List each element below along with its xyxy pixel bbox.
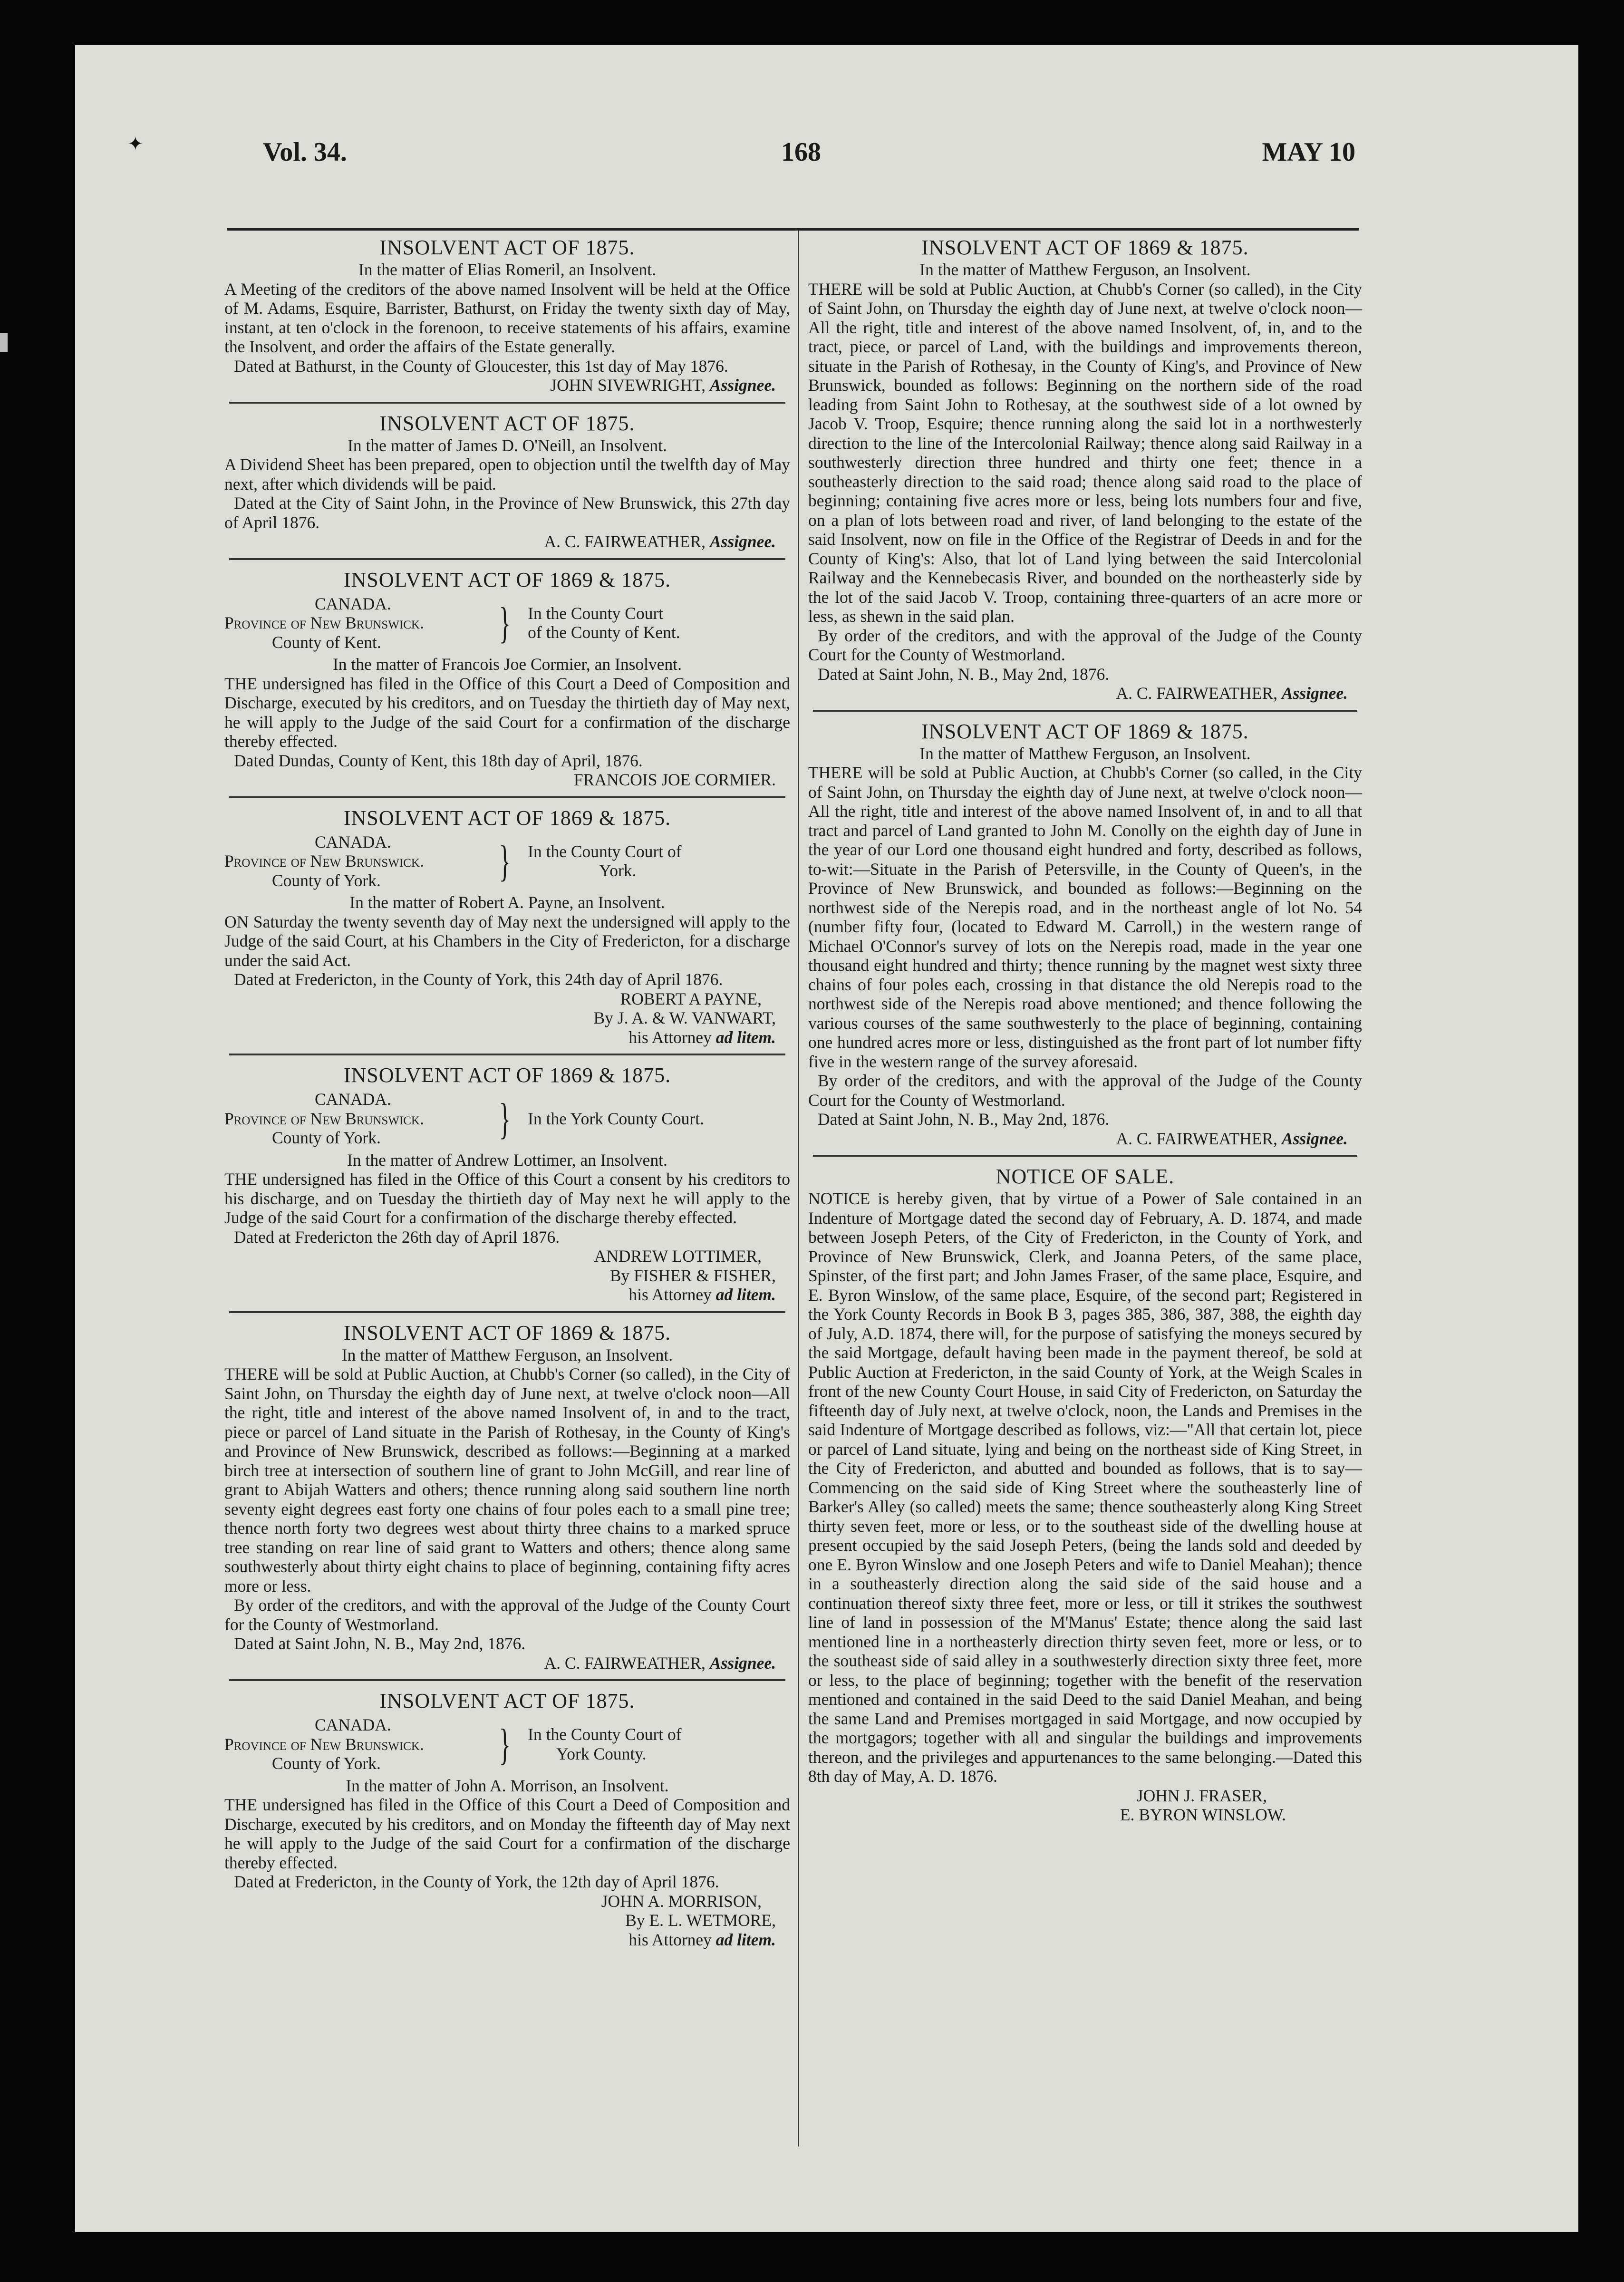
notice-matter: In the matter of Matthew Ferguson, an Insolvent. <box>341 1345 673 1364</box>
notice-signature <box>224 376 790 395</box>
notice-divider <box>813 710 1357 712</box>
notice-body: ON Saturday the twenty seventh day of May next the undersigned will apply to the Judge of the said Court, at his Chambers in the City of Fredericton, for a discharge under the said Act. <box>224 912 790 970</box>
signature-agent: By FISHER & FISHER, <box>609 1266 776 1285</box>
notice-oneill <box>224 411 790 551</box>
notice-body: THERE will be sold at Public Auction, at Chubb's Corner (so called), in the City of Saint John, on Thursday the eighth day of June next, at twelve o'clock noon—All the right, title and interest of the above named Insolvent of, in and to the tract, piece or parcel of Land situate in the Parish of Rothesay, in the County of King's and Province of New Brunswick, described as follows:—Beginning at a marked birch tree at intersection of southern line of grant to John McGill, and rear line of grant to Abijah Watters and others; thence running along said southern line north seventy eight degrees east forty one chains of four poles each to a small pine tree; thence north forty two degrees west about thirty three chains to a marked spruce tree standing on rear line of said grant to Watters and others; thence along same southwesterly about thirty eight chains to place of beginning, containing fifty acres more or less. <box>224 1364 790 1595</box>
notice-matter: In the matter of Andrew Lottimer, an Insolvent. <box>347 1150 667 1170</box>
notice-signature <box>808 1129 1362 1149</box>
notice-divider <box>229 1679 785 1681</box>
notice-divider <box>229 402 785 404</box>
notice-title: INSOLVENT ACT OF 1869 & 1875. <box>343 568 671 591</box>
notice-matter: In the matter of James D. O'Neill, an Insolvent. <box>348 435 667 455</box>
attorney-label: his Attorney <box>628 1930 712 1949</box>
notice-title: INSOLVENT ACT OF 1875. <box>379 1689 635 1712</box>
notice-divider <box>229 796 785 798</box>
court-name-cont: of the County of Kent. <box>528 623 680 642</box>
signature-attorney <box>224 1028 790 1047</box>
court-province: Province of New Brunswick. <box>224 613 424 632</box>
court-country: CANADA. <box>315 1715 391 1734</box>
notice-body: THERE will be sold at Public Auction, at Chubb's Corner (so called), in the City of Saint John, on Thursday the eighth day of June next, at twelve o'clock noon—All the right, title and interest of the above named Insolvent, of, in, and to the tract, piece, or parcel of Land, with the buildings and improvements thereon, situate in the Parish of Rothesay, in the County of King's, and Province of New Brunswick, bounded as follows: Beginning on the northern side of the road leading from Saint John to Rothesay, at the southwest side of a lot owned by Jacob V. Troop, Esquire; thence running along the said lot in a northwesterly direction to the line of the Intercolonial Railway; thence along said Railway in a southwesterly direction three hundred and thirty one feet; thence in a southeasterly direction to the said road; thence along said road to the place of beginning; containing five acres more or less, being lots numbers four and five, on a plan of lots between road and river, of land belonging to the estate of the said Insolvent, now on file in the Office of the Registrar of Deeds in and for the County of King's: Also, that lot of Land lying between the said Intercolonial Railway and the Kennebecasis River, and bounded on the northeasterly side by the lot of the said Jacob V. Troop, containing three-quarters of an acre more or less, as shewn in the said plan. <box>808 279 1362 626</box>
court-heading <box>224 1715 790 1773</box>
attorney-label: his Attorney <box>628 1285 712 1304</box>
attorney-latin: ad litem. <box>715 1027 776 1047</box>
court-county: County of York. <box>272 1754 381 1773</box>
notice-order: By order of the creditors, and with the approval of the Judge of the County Court for the County of Westmorland. <box>224 1595 790 1634</box>
brace-mark: } <box>499 837 511 886</box>
signature-name: A. C. FAIRWEATHER, <box>1116 684 1278 703</box>
signature-name: A. C. FAIRWEATHER, <box>544 532 706 551</box>
notice-dated: Dated at Saint John, N. B., May 2nd, 1876. <box>818 1110 1110 1129</box>
notice-matter: In the matter of Francois Joe Cormier, an Insolvent. <box>332 655 682 674</box>
court-name: In the County Court <box>528 603 664 623</box>
scan-edge-mark <box>0 333 8 352</box>
court-country: CANADA. <box>315 594 391 613</box>
court-country: CANADA. <box>315 1090 391 1109</box>
notice-body: THE undersigned has filed in the Office of this Court a Deed of Composition and Discharge, executed by his creditors, and on Monday the fifteenth day of May next he will apply to the Judge of the said Court for a confirmation of the discharge thereby effected. <box>224 1795 790 1872</box>
notice-signature <box>224 1653 790 1673</box>
volume-number: Vol. 34. <box>263 137 347 167</box>
scan-speck: ✦ <box>127 133 144 155</box>
court-name-cont: York. <box>599 861 637 880</box>
signature-name: ANDREW LOTTIMER, <box>594 1247 762 1266</box>
brace-mark: } <box>499 599 511 648</box>
notice-title: INSOLVENT ACT OF 1869 & 1875. <box>921 719 1249 743</box>
notice-body: THERE will be sold at Public Auction, at Chubb's Corner (so called, in the City of Saint John, on Thursday the eighth day of June next, at twelve o'clock noon—All the right, title and interest of the above named Insolvent of, in and to all that tract and parcel of Land granted to John M. Conolly on the eighth day of June in the year of our Lord one thousand eight hundred and forty, described as follows, to-wit:—Situate in the Parish of Petersville, in the County of Queen's, in the Province of New Brunswick, and bounded as follows:—Beginning on the northwest side of the Nerepis road, and in the northeast angle of lot No. 54 (number fifty four, (located to Edward M. Carroll,) in the western range of Michael O'Connor's survey of lots on the Nerepis road, made in the year one thousand eight hundred and thirty; thence running by the magnet west sixty three chains of four poles each, crossing in that distance the old Nerepis road to the northwest side of the Nerepis road above mentioned; and thence following the various courses of the same southwesterly to the place of beginning, containing one hundred acres more or less, distinguished as the front part of lot number fifty five in the western range of the survey aforesaid. <box>808 763 1362 1071</box>
signature-attorney <box>224 1285 790 1305</box>
signature-role: Assignee. <box>1281 1129 1348 1148</box>
signature-name: JOHN SIVEWRIGHT, <box>550 376 706 395</box>
notice-dated: Dated Dundas, County of Kent, this 18th day of April, 1876. <box>234 751 643 770</box>
signature-name: JOHN J. FRASER, <box>1136 1786 1267 1805</box>
notice-ferguson-kings <box>808 235 1362 703</box>
notice-title: INSOLVENT ACT OF 1869 & 1875. <box>343 806 671 830</box>
signature-name: ROBERT A PAYNE, <box>620 989 762 1008</box>
notice-title: NOTICE OF SALE. <box>996 1165 1175 1188</box>
left-column <box>224 235 790 1956</box>
court-province: Province of New Brunswick. <box>224 1734 424 1754</box>
attorney-label: his Attorney <box>628 1027 712 1047</box>
signature-agent: By J. A. & W. VANWART, <box>593 1008 776 1027</box>
signature-name: FRANCOIS JOE CORMIER. <box>573 770 776 789</box>
court-name-cont: York County. <box>556 1744 647 1763</box>
notice-of-sale <box>808 1164 1362 1825</box>
court-heading <box>224 594 790 652</box>
notice-matter: In the matter of John A. Morrison, an Insolvent. <box>346 1776 669 1795</box>
notice-body: THE undersigned has filed in the Office of this Court a Deed of Composition and Discharge, executed by his creditors, and on Tuesday the thirtieth day of May next, he will apply to the Judge of the said Court for a confirmation of the discharge thereby effected. <box>224 674 790 751</box>
notice-payne <box>224 806 790 1047</box>
notice-ferguson-queens <box>808 719 1362 1149</box>
notice-morrison <box>224 1689 790 1949</box>
header-rule <box>227 228 1359 231</box>
page-number: 168 <box>781 137 821 167</box>
notice-dated: Dated at the City of Saint John, in the Province of New Brunswick, this 27th day of April 1876. <box>224 493 790 532</box>
brace-mark: } <box>499 1720 511 1769</box>
notice-body: A Dividend Sheet has been prepared, open to objection until the twelfth day of May next, after which dividends will be paid. <box>224 455 790 493</box>
notice-dated: Dated at Saint John, N. B., May 2nd, 1876. <box>234 1634 526 1653</box>
signature-agent: By E. L. WETMORE, <box>625 1911 776 1930</box>
issue-date: MAY 10 <box>1262 137 1355 167</box>
notice-title: INSOLVENT ACT OF 1869 & 1875. <box>343 1321 671 1344</box>
notice-title: INSOLVENT ACT OF 1875. <box>379 411 635 435</box>
notice-signature <box>808 684 1362 703</box>
court-name: In the County Court of <box>528 841 682 861</box>
signature-name: A. C. FAIRWEATHER, <box>1116 1129 1278 1148</box>
notice-body: NOTICE is hereby given, that by virtue of a Power of Sale contained in an Indenture of Mortgage dated the second day of February, A. D. 1874, and made between Joseph Peters, of the City of Fredericton, in the County of York, and Province of New Brunswick, Clerk, and Joanna Peters, of the same place, Spinster, of the first part; and John James Fraser, of the same place, Esquire, and E. Byron Winslow, of the same place, Esquire, of the second part; Registered in the York County Records in Book B 3, pages 385, 386, 387, 388, the eighth day of July, A.D. 1874, there will, for the purpose of satisfying the moneys secured by the said Mortgage, default having been made in the payment thereof, be sold at Public Auction at Fredericton, in the said County of York, at the Weigh Scales in front of the new County Court House, in said City of Fredericton, on Saturday the fifteenth day of July next, at twelve o'clock, noon, the Lands and Premises in the said Indenture of Mortgage described as follows, viz:—"All that certain lot, piece or parcel of Land situate, lying and being on the northeast side of King Street, in the City of Fredericton, and abutted and bounded as follows, that is to say—Commencing on the said side of King Street where the southeasterly line of Barker's Alley (so called) meets the same; thence southeasterly along King Street thirty seven feet, more or less, or to the southeast side of the dwelling house at present occupied by the said Joseph Peters, (being the lands sold and deeded by one E. Byron Winslow and one Joseph Peters and wife to Daniel Meahan); thence in a southeasterly direction along the said side of the said house and a continuation thereof sixty three feet, more or less, or till it strikes the southwest line of land in possession of the M'Manus' Estate; thence along the said last mentioned line in a northeasterly direction thirty seven feet, more or less, or to the southeast side of said alley in a southwesterly direction sixty three feet, more or less, to the place of beginning; together with the benefit of the reservation mentioned and contained in the said Deed to the said Daniel Meahan, and being the same Land and Premises mortgaged in said Mortgage, and now occupied by the mortgagors; together with all and singular the buildings and improvements thereon, and the privileges and appurtenances to the same belonging.—Dated this 8th day of May, A. D. 1876. <box>808 1189 1362 1786</box>
court-name: In the York County Court. <box>528 1109 704 1128</box>
notice-divider <box>229 1311 785 1313</box>
notice-body: A Meeting of the creditors of the above named Insolvent will be held at the Office of M. Adams, Esquire, Barrister, Bathurst, on Friday the twenty sixth day of May, instant, at ten o'clock in the forenoon, to receive statements of his affairs, examine the Insolvent, and order the affairs of the Estate generally. <box>224 279 790 356</box>
court-country: CANADA. <box>315 832 391 851</box>
attorney-latin: ad litem. <box>715 1285 776 1304</box>
court-county: County of York. <box>272 870 381 890</box>
signature-role: Assignee. <box>709 1653 776 1673</box>
court-heading <box>224 832 790 890</box>
brace-mark: } <box>499 1094 511 1143</box>
signature-name: A. C. FAIRWEATHER, <box>544 1653 706 1673</box>
column-rule <box>798 231 799 2147</box>
notice-divider <box>229 1054 785 1055</box>
signature-role: Assignee. <box>709 376 776 395</box>
notice-matter: In the matter of Matthew Ferguson, an Insolvent. <box>919 744 1251 763</box>
signature-role: Assignee. <box>1281 684 1348 703</box>
notice-order: By order of the creditors, and with the approval of the Judge of the County Court for the County of Westmorland. <box>808 626 1362 664</box>
notice-dated: Dated at Fredericton, in the County of York, the 12th day of April 1876. <box>234 1872 719 1891</box>
signature-name: JOHN A. MORRISON, <box>601 1891 762 1911</box>
notice-matter: In the matter of Elias Romeril, an Insolvent. <box>358 260 657 279</box>
notice-cormier <box>224 568 790 790</box>
notice-divider <box>813 1155 1357 1157</box>
notice-title: INSOLVENT ACT OF 1869 & 1875. <box>921 236 1249 259</box>
court-province: Province of New Brunswick. <box>224 1109 424 1128</box>
court-name: In the County Court of <box>528 1725 682 1744</box>
notice-dated: Dated at Fredericton, in the County of York, this 24th day of April 1876. <box>234 970 723 989</box>
notice-title: INSOLVENT ACT OF 1869 & 1875. <box>343 1064 671 1087</box>
court-province: Province of New Brunswick. <box>224 851 424 870</box>
notice-romeril <box>224 235 790 395</box>
court-county: County of York. <box>272 1128 381 1147</box>
right-column <box>808 235 1362 1831</box>
court-county: County of Kent. <box>272 632 381 652</box>
notice-title: INSOLVENT ACT OF 1875. <box>379 236 635 259</box>
notice-dated: Dated at Saint John, N. B., May 2nd, 1876. <box>818 664 1110 684</box>
notice-matter: In the matter of Robert A. Payne, an Insolvent. <box>349 893 665 912</box>
notice-lottimer <box>224 1063 790 1305</box>
notice-order: By order of the creditors, and with the approval of the Judge of the County Court for the County of Westmorland. <box>808 1071 1362 1110</box>
notice-body: THE undersigned has filed in the Office of this Court a consent by his creditors to his discharge, and on Tuesday the thirtieth day of May next he will apply to the Judge of the said Court for a confirmation of the discharge thereby effected. <box>224 1170 790 1227</box>
notice-ferguson-rothesay <box>224 1321 790 1673</box>
signature-role: Assignee. <box>709 532 776 551</box>
notice-matter: In the matter of Matthew Ferguson, an Insolvent. <box>919 260 1251 279</box>
notice-signature <box>224 532 790 551</box>
notice-dated: Dated at Bathurst, in the County of Gloucester, this 1st day of May 1876. <box>234 356 728 376</box>
signature-name-2: E. BYRON WINSLOW. <box>1120 1805 1286 1824</box>
notice-divider <box>229 558 785 560</box>
notice-dated: Dated at Fredericton the 26th day of April 1876. <box>234 1227 560 1247</box>
page-header <box>263 137 1355 175</box>
signature-attorney <box>224 1930 790 1950</box>
attorney-latin: ad litem. <box>715 1930 776 1949</box>
court-heading <box>224 1090 790 1148</box>
